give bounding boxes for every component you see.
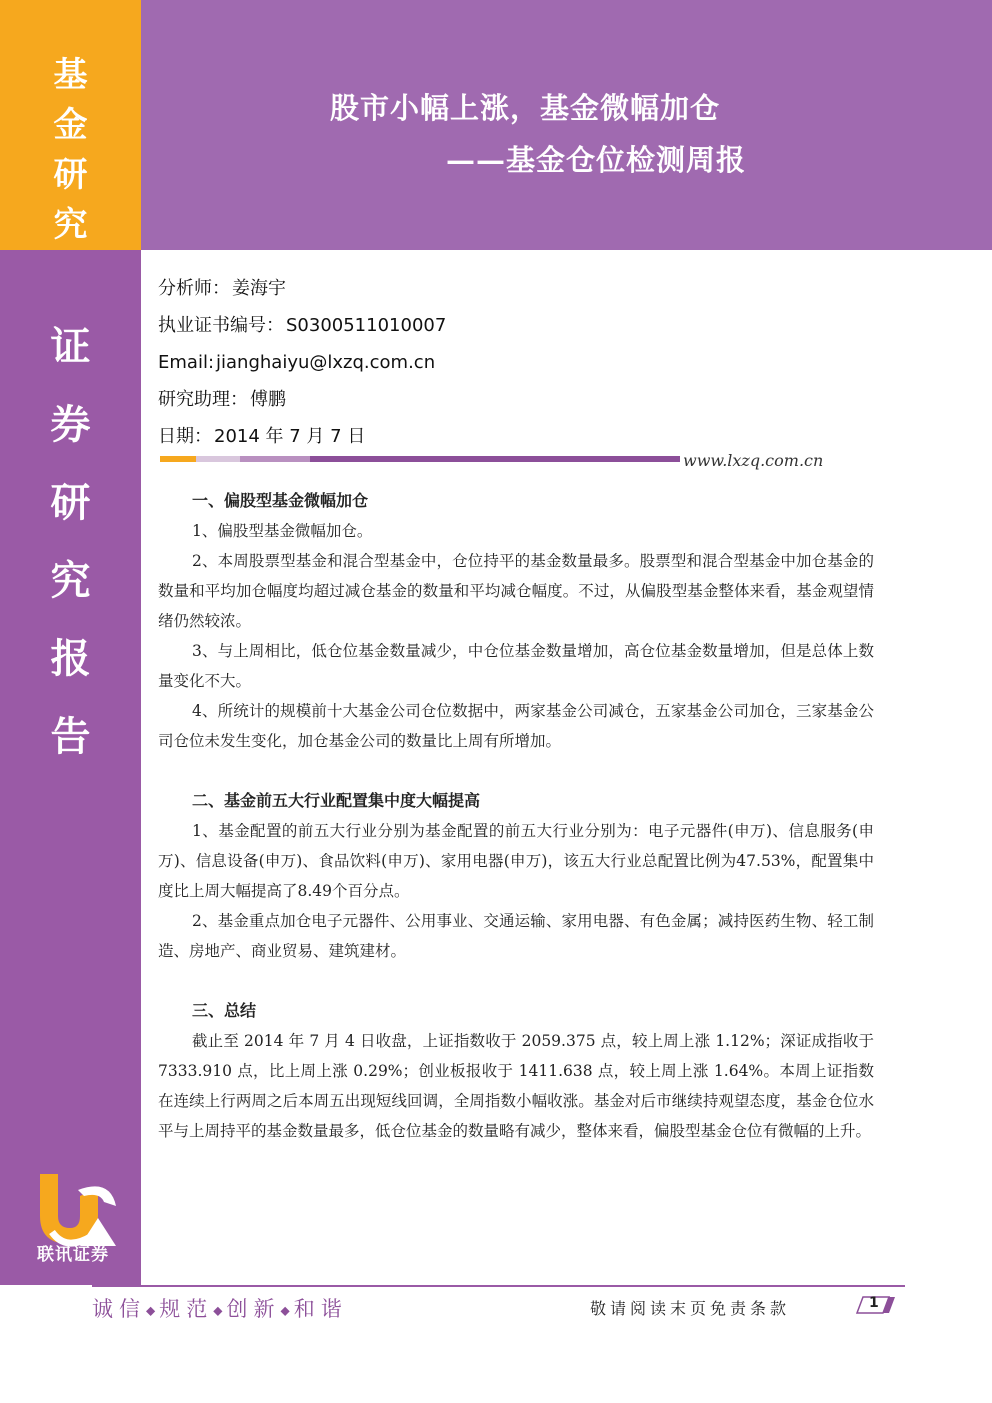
analyst-info: [158, 270, 446, 455]
motto-word: 创新: [226, 1297, 281, 1321]
sidebar-report-char: 券: [50, 401, 91, 448]
footer-motto: [92, 1293, 348, 1323]
footer-divider: [92, 1285, 905, 1287]
sidebar-report-char: 究: [50, 557, 91, 604]
section-heading: 一、偏股型基金微幅加仓: [192, 491, 369, 510]
sidebar-report-char: 研: [50, 479, 91, 526]
report-subtitle: ——基金仓位检测周报: [446, 143, 747, 177]
diamond-icon: ◆: [146, 1303, 160, 1318]
motto-word: 规范: [159, 1297, 214, 1321]
report-title: 股市小幅上涨，基金微幅加仓: [330, 91, 721, 125]
motto-word: 和谐: [293, 1297, 348, 1321]
paragraph: 4、所统计的规模前十大基金公司仓位数据中，两家基金公司减仓，五家基金公司加仓，三家基金公司仓位未发生变化，加仓基金公司的数量比上周有所增加。: [158, 702, 874, 750]
diamond-icon: ◆: [213, 1303, 227, 1318]
company-logo-text: 联讯证券: [37, 1245, 109, 1265]
email-address[interactable]: jianghaiyu@lxzq.com.cn: [216, 352, 436, 373]
sidebar-top-char: 研: [53, 155, 88, 195]
paragraph: 2、本周股票型基金和混合型基金中，仓位持平的基金数量最多。股票型和混合型基金中加仓基金的数量和平均加仓幅度均超过减仓基金的数量和平均减仓幅度。不过，从偏股型基金整体来看，基金观望情绪仍然较浓。: [158, 552, 874, 630]
analyst-name: 姜海宇: [232, 278, 286, 299]
sidebar-report-label: [0, 308, 141, 776]
sidebar-top-block: [0, 0, 141, 250]
sidebar-top-char: 金: [53, 105, 88, 145]
paragraph: 截止至 2014 年 7 月 4 日收盘，上证指数收于 2059.375 点，较上周上涨 1.12%；深证成指收于 7333.910 点，比上周上涨 0.29%；创业板报收于 1411.638 点，较上周上涨 1.64%。本周上证指数在连续上行两周之后本周五出现短线回调，全周指数小幅收涨。基金对后市继续持观望态度，基金仓位水平与上周持平的基金数量最多，低仓位基金的数量略有减少，整体来看，偏股型基金仓位有微幅的上升。: [158, 1032, 874, 1140]
section-heading: 二、基金前五大行业配置集中度大幅提高: [192, 791, 481, 810]
disclaimer-notice: 敬请阅读末页免责条款: [590, 1299, 791, 1318]
sidebar-report-char: 告: [50, 713, 91, 760]
motto-word: 诚信: [92, 1297, 146, 1321]
assistant-line: [158, 381, 446, 418]
assistant-name: 傅鹏: [250, 389, 286, 410]
section-heading: 三、总结: [192, 1001, 257, 1020]
page-number: 1: [869, 1295, 879, 1311]
analyst-line: [158, 270, 446, 307]
report-body: [158, 486, 874, 1146]
email-line: [158, 344, 446, 381]
paragraph: 1、基金配置的前五大行业分别为基金配置的前五大行业分别为：电子元器件(申万)、信息服务(申万)、信息设备(申万)、食品饮料(申万)、家用电器(申万)，该五大行业总配置比例为47.53%，配置集中度比上周大幅提高了8.49个百分点。: [158, 822, 874, 900]
cert-label: 执业证书编号：: [158, 315, 284, 336]
cert-line: [158, 307, 446, 344]
diamond-icon: ◆: [280, 1303, 294, 1318]
sidebar-top-char: 究: [53, 205, 88, 245]
date-label: 日期：: [158, 426, 212, 447]
sidebar-report-char: 证: [50, 323, 91, 370]
report-date: 2014 年 7 月 7 日: [214, 426, 366, 447]
paragraph: 3、与上周相比，低仓位基金数量减少，中仓位基金数量增加，高仓位基金数量增加，但是总体上数量变化不大。: [158, 642, 874, 690]
sidebar-top-char: 基: [53, 55, 88, 95]
divider-bar: [160, 456, 680, 462]
sidebar-report-char: 报: [50, 635, 91, 682]
cert-number: S0300511010007: [286, 315, 447, 336]
date-line: [158, 418, 446, 455]
analyst-label: 分析师：: [158, 278, 230, 299]
assistant-label: 研究助理：: [158, 389, 248, 410]
website-link[interactable]: www.lxzq.com.cn: [683, 451, 824, 470]
email-label: Email:: [158, 352, 215, 373]
page-number-badge: [855, 1295, 895, 1315]
paragraph: 2、基金重点加仓电子元器件、公用事业、交通运输、家用电器、有色金属；减持医药生物、轻工制造、房地产、商业贸易、建筑建材。: [158, 912, 874, 960]
paragraph: 1、偏股型基金微幅加仓。: [192, 522, 373, 540]
